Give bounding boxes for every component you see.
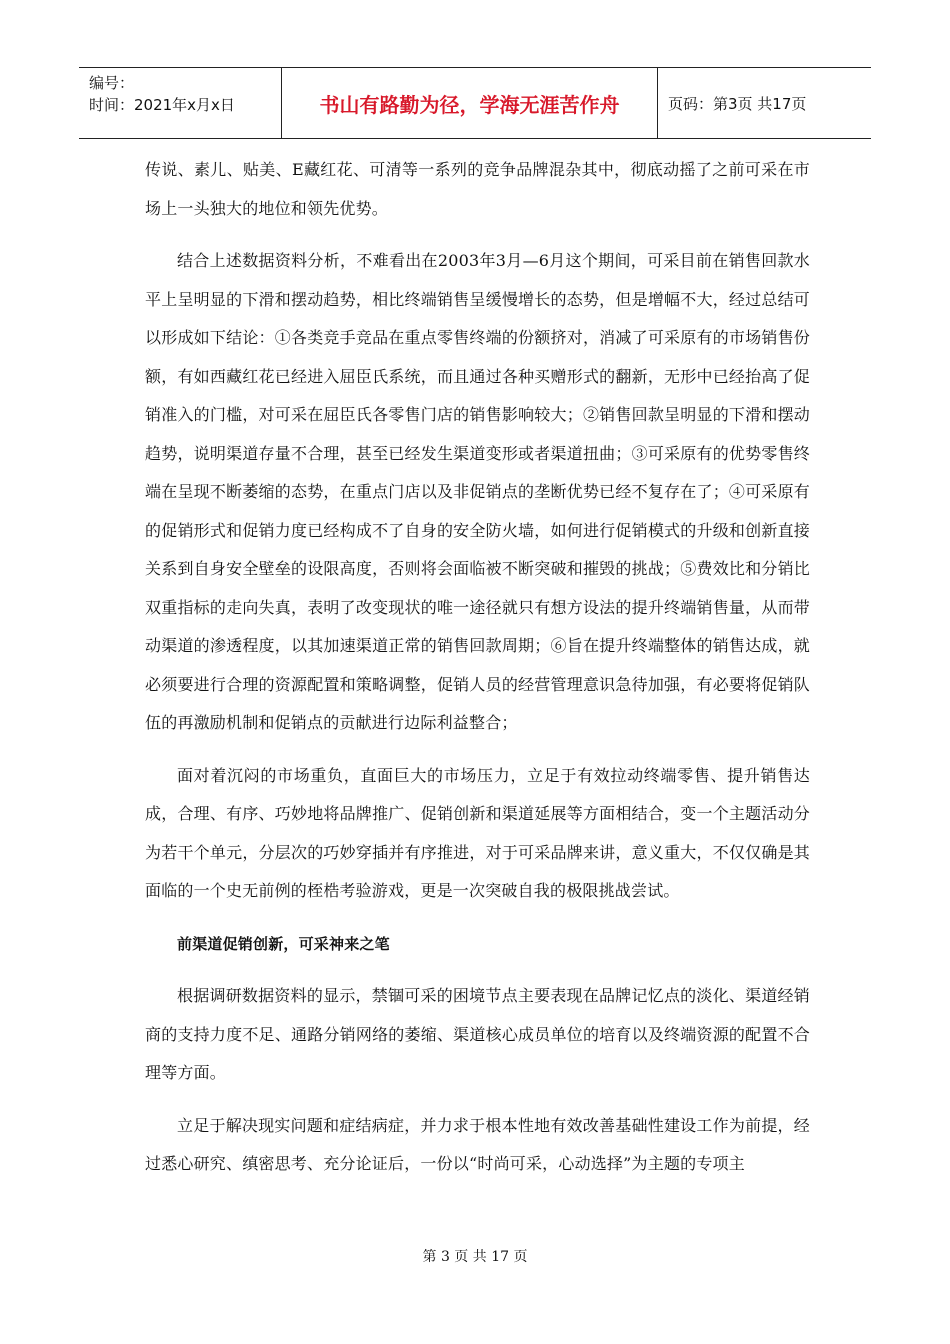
paragraph-3: 面对着沉闷的市场重负，直面巨大的市场压力，立足于有效拉动终端零售、提升销售达成，合理、有序、巧妙地将品牌推广、促销创新和渠道延展等方面相结合，变一个主题活动分为若干个单元，分层次的巧妙穿插并有序推进，对于可采品牌来讲，意义重大，不仅仅确是其面临的一个史无前例的桎梏考验游戏，更是一次突破自我的极限挑战尝试。 (145, 765, 810, 900)
header-page-indicator: 页码：第3页 共17页 (668, 94, 807, 113)
section-heading: 前渠道促销创新，可采神来之笔 (177, 934, 390, 953)
document-body (145, 151, 810, 1184)
date-label: 时间：2021年x月x日 (89, 96, 235, 114)
serial-number-label: 编号： (89, 74, 135, 92)
page-header (79, 67, 871, 139)
page-footer: 第 3 页 共 17 页 (422, 1249, 528, 1265)
paragraph-2: 结合上述数据资料分析，不难看出在2003年3月—6月这个期间，可采目前在销售回款水平上呈明显的下滑和摆动趋势，相比终端销售呈缓慢增长的态势，但是增幅不大，经过总结可以形成如下结论：①各类竞手竞品在重点零售终端的份额挤对，消减了可采原有的市场销售份额，有如西藏红花已经进入屈臣氏系统，而且通过各种买赠形式的翻新，无形中已经抬高了促销准入的门槛，对可采在屈臣氏各零售门店的销售影响较大；②销售回款呈明显的下滑和摆动趋势，说明渠道存量不合理，甚至已经发生渠道变形或者渠道扭曲；③可采原有的优势零售终端在呈现不断萎缩的态势，在重点门店以及非促销点的垄断优势已经不复存在了；④可采原有的促销形式和促销力度已经构成不了自身的安全防火墙，如何进行促销模式的升级和创新直接关系到自身安全壁垒的设限高度，否则将会面临被不断突破和摧毁的挑战；⑤费效比和分销比双重指标的走向失真，表明了改变现状的唯一途径就只有想方设法的提升终端销售量，从而带动渠道的渗透程度，以其加速渠道正常的销售回款周期；⑥旨在提升终端整体的销售达成，就必须要进行合理的资源配置和策略调整，促销人员的经营管理意识急待加强，有必要将促销队伍的再激励机制和促销点的贡献进行边际利益整合； (145, 251, 810, 732)
header-motto: 书山有路勤为径，学海无涯苦作舟 (282, 68, 658, 138)
paragraph-4: 根据调研数据资料的显示，禁锢可采的困境节点主要表现在品牌记忆点的淡化、渠道经销商的支持力度不足、通路分销网络的萎缩、渠道核心成员单位的培育以及终端资源的配置不合理等方面。 (145, 986, 810, 1082)
header-info-cell (79, 68, 282, 138)
paragraph-1: 传说、素儿、贴美、E藏红花、可清等一系列的竞争品牌混杂其中，彻底动摇了之前可采在市场上一头独大的地位和领先优势。 (145, 160, 810, 218)
paragraph-5: 立足于解决现实问题和症结病症，并力求于根本性地有效改善基础性建设工作为前提，经过悉心研究、缜密思考、充分论证后，一份以“时尚可采，心动选择”为主题的专项主 (145, 1115, 810, 1173)
